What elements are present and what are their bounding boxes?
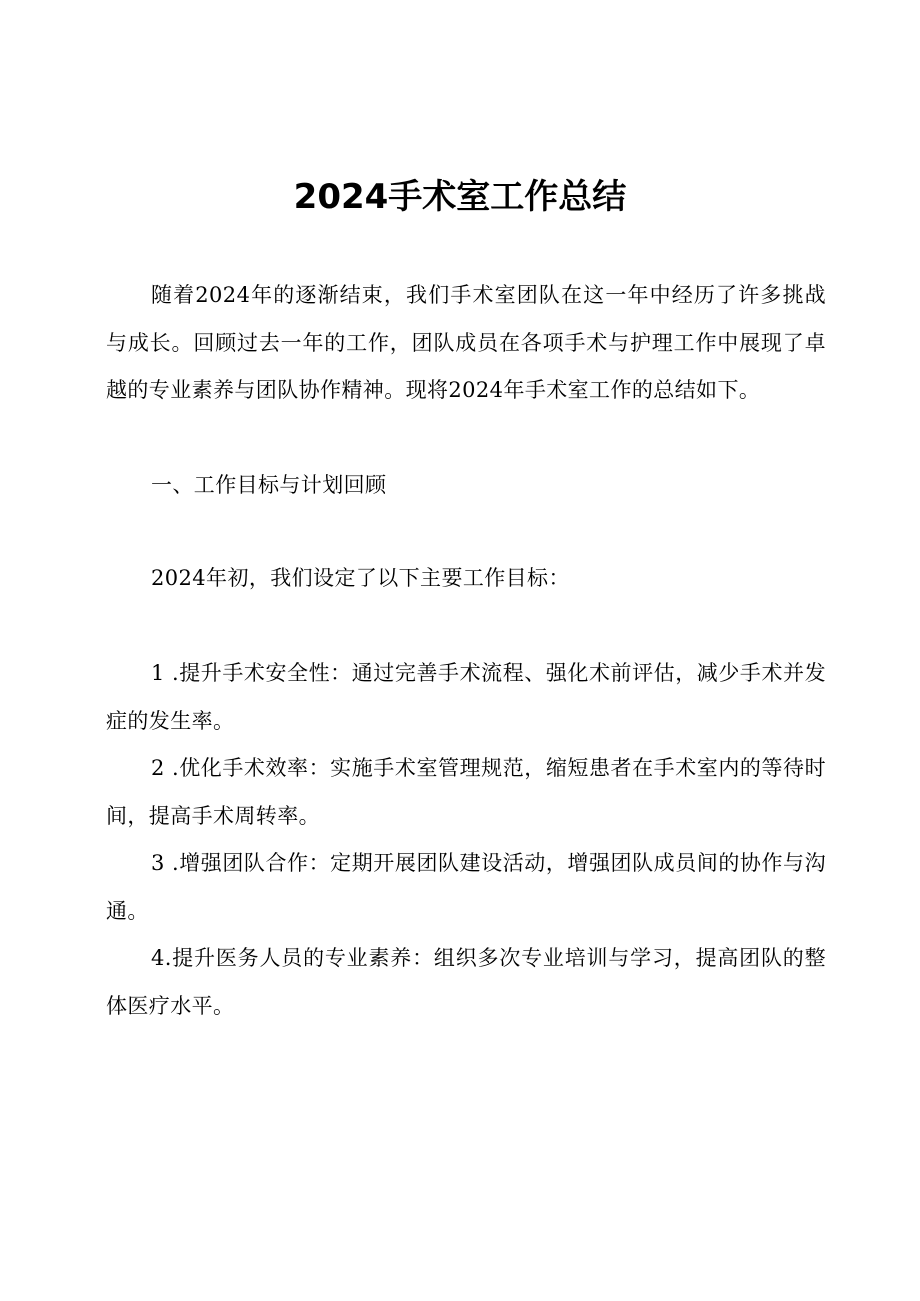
goal-item-2: 2 .优化手术效率：实施手术室管理规范，缩短患者在手术室内的等待时间，提高手术周转率。	[106, 756, 826, 828]
intro-paragraph: 随着2024年的逐渐结束，我们手术室团队在这一年中经历了许多挑战与成长。回顾过去一年的工作，团队成员在各项手术与护理工作中展现了卓越的专业素养与团队协作精神。现将2024年手术室工作的总结如下。	[106, 283, 826, 402]
goal-item-4: 4.提升医务人员的专业素养：组织多次专业培训与学习，提高团队的整体医疗水平。	[106, 946, 826, 1018]
document-title: 2024手术室工作总结	[293, 177, 627, 217]
section-heading: 一、工作目标与计划回顾	[151, 473, 387, 497]
goal-item-1: 1 .提升手术安全性：通过完善手术流程、强化术前评估，减少手术并发症的发生率。	[106, 661, 826, 733]
goals-intro-paragraph: 2024年初，我们设定了以下主要工作目标：	[151, 566, 570, 590]
goal-item-3: 3 .增强团队合作：定期开展团队建设活动，增强团队成员间的协作与沟通。	[106, 851, 826, 923]
